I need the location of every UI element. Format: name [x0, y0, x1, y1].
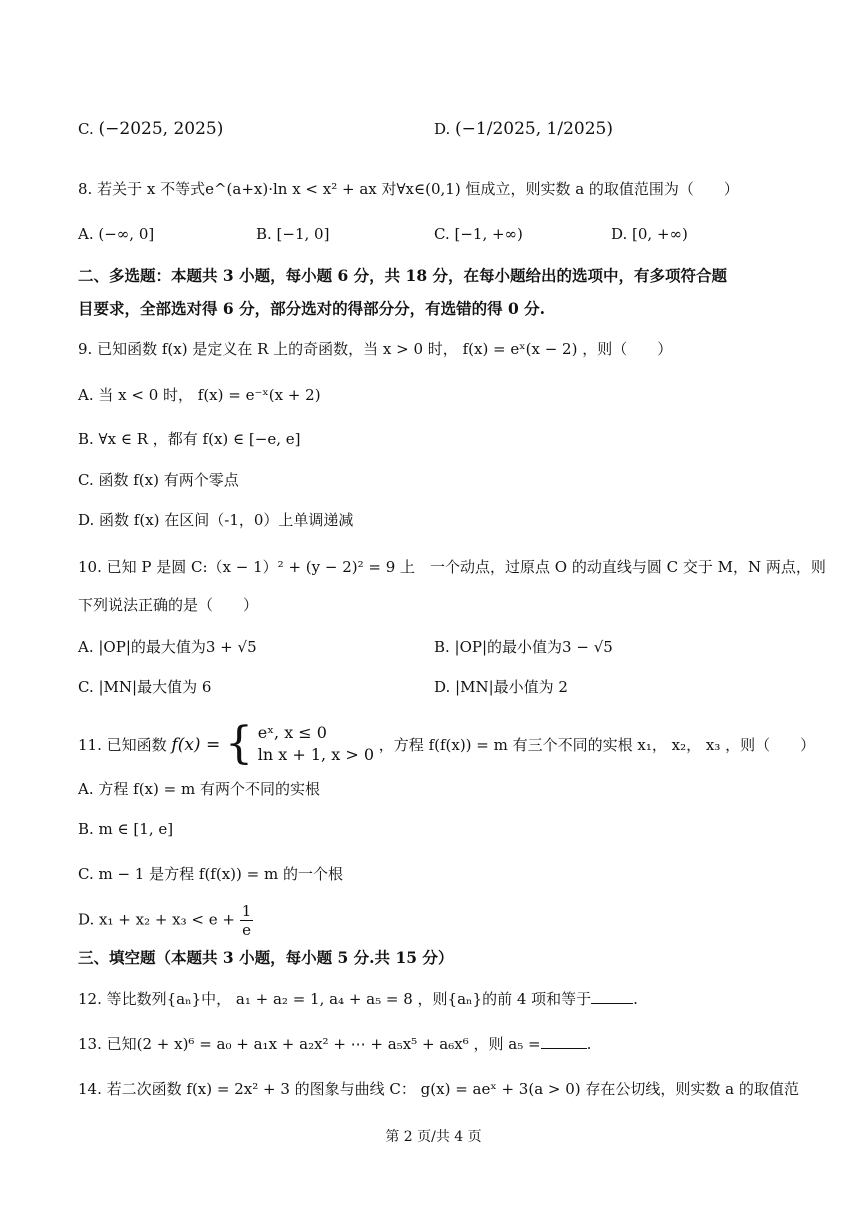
q13-end: .	[586, 1035, 592, 1053]
q8-option-a: A. (−∞, 0]	[78, 225, 155, 243]
q11-case2: ln x + 1, x > 0	[257, 745, 375, 764]
q9-option-c: C. 函数 f(x) 有两个零点	[78, 471, 239, 489]
q8-stem: 8. 若关于 x 不等式e^(a+x)·ln x < x² + ax 对∀x∈(0,1) 恒成立，则实数 a 的取值范围为（ ）	[78, 180, 739, 198]
q12-answer-blank[interactable]	[591, 989, 633, 1004]
q11-stem	[78, 718, 816, 769]
q13-stem	[78, 1033, 591, 1055]
q13-text: 13. 已知(2 + x)⁶ = a₀ + a₁x + a₂x² + ⋯ + a₅x⁵ + a₆x⁶ ，则 a₅ =	[78, 1035, 541, 1053]
q9-stem: 9. 已知函数 f(x) 是定义在 R 上的奇函数，当 x > 0 时， f(x) = eˣ(x − 2) ，则（ ）	[78, 340, 673, 358]
q9-option-b: B. ∀x ∈ R ，都有 f(x) ∈ [−e, e]	[78, 430, 301, 448]
q11-cases	[258, 722, 374, 766]
q11-option-d	[78, 902, 253, 939]
q7-option-c-expr: (−2025, 2025)	[98, 119, 224, 139]
q11-option-a: A. 方程 f(x) = m 有两个不同的实根	[78, 780, 320, 798]
section2-heading-line2: 目要求，全部选对得 6 分，部分选对的得部分分，有选错的得 0 分.	[78, 299, 546, 318]
q11-piecewise	[224, 718, 375, 769]
q11-prefix: 11. 已知函数	[78, 736, 167, 754]
q8-option-d: D. [0, +∞)	[611, 225, 688, 243]
q13-answer-blank[interactable]	[541, 1034, 587, 1049]
q10-option-a: A. |OP|的最大值为3 + √5	[78, 638, 257, 656]
q7-option-c-label: C.	[78, 120, 94, 138]
q12-text: 12. 等比数列{aₙ}中， a₁ + a₂ = 1, a₄ + a₅ = 8 ，则{aₙ}的前 4 项和等于	[78, 990, 592, 1008]
q8-option-b: B. [−1, 0]	[256, 225, 330, 243]
q14-stem: 14. 若二次函数 f(x) = 2x² + 3 的图象与曲线 C： g(x) = aeˣ + 3(a > 0) 存在公切线，则实数 a 的取值范	[78, 1080, 799, 1098]
q10-option-b: B. |OP|的最小值为3 − √5	[434, 638, 613, 656]
section2-heading-line1: 二、多选题：本题共 3 小题，每小题 6 分，共 18 分，在每小题给出的选项中，有多项符合题	[78, 266, 728, 285]
q7-option-c	[78, 118, 223, 140]
q7-option-d-expr: (−1/2025, 1/2025)	[455, 119, 613, 139]
q11-case1: eˣ, x ≤ 0	[257, 723, 327, 742]
q11-brace: {	[224, 718, 253, 769]
q11-suffix: ，方程 f(f(x)) = m 有三个不同的实根 x₁， x₂， x₃ ，则（ ）	[378, 736, 816, 754]
q12-end: .	[633, 990, 638, 1008]
q7-option-d-label: D.	[434, 120, 451, 138]
q11-fraction	[240, 902, 254, 939]
q11-fraction-num: 1	[241, 902, 252, 920]
q8-option-c: C. [−1, +∞)	[434, 225, 523, 243]
q11-fx: f(x) =	[171, 735, 221, 755]
q10-stem-line2: 下列说法正确的是（ ）	[78, 596, 259, 614]
q9-option-a: A. 当 x < 0 时， f(x) = e⁻ˣ(x + 2)	[78, 386, 321, 404]
q11-option-d-left: D. x₁ + x₂ + x₃ < e +	[78, 910, 235, 929]
q10-stem-line1: 10. 已知 P 是圆 C:（x − 1）² + (y − 2)² = 9 上 一个动点，过原点 O 的动直线与圆 C 交于 M，N 两点，则	[78, 558, 826, 576]
page-footer: 第 2 页/共 4 页	[385, 1129, 482, 1145]
q12-stem	[78, 988, 638, 1010]
q7-option-d	[434, 118, 613, 140]
q10-option-c: C. |MN|最大值为 6	[78, 678, 212, 696]
q10-option-d: D. |MN|最小值为 2	[434, 678, 568, 696]
q11-option-c: C. m − 1 是方程 f(f(x)) = m 的一个根	[78, 865, 343, 883]
q11-fraction-den: e	[242, 921, 251, 939]
q9-option-d: D. 函数 f(x) 在区间（-1，0）上单调递减	[78, 511, 354, 529]
q11-option-b: B. m ∈ [1, e]	[78, 820, 174, 838]
section3-heading: 三、填空题（本题共 3 小题，每小题 5 分.共 15 分）	[78, 948, 454, 967]
